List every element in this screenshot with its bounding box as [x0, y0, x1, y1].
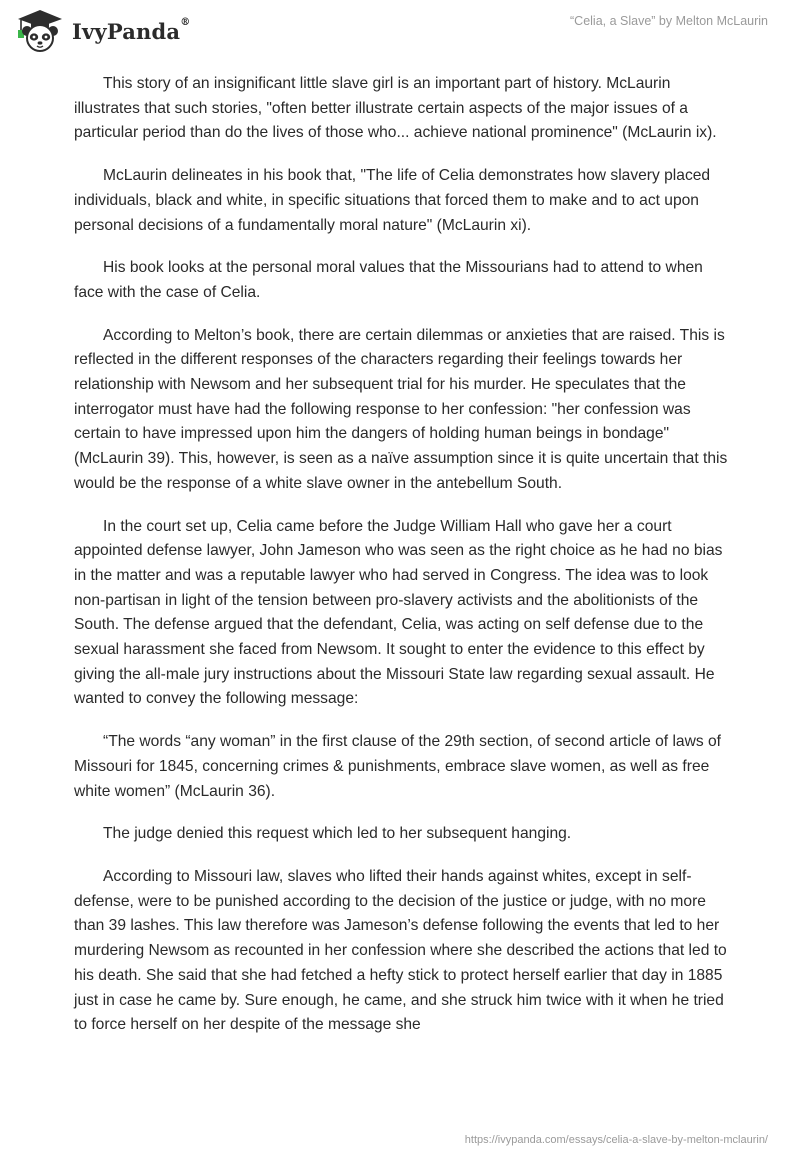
paragraph: This story of an insignificant little slave girl is an important part of history. McLaurin illustrates that such stories, "often better illustrate certain aspects of the major issues of a particular period than do the lives of those who... achieve national prominence" (McLaurin ix). — [74, 75, 717, 142]
paragraph: His book looks at the personal moral values that the Missourians had to attend to when face with the case of Celia. — [74, 259, 703, 301]
paragraph: The judge denied this request which led to her subsequent hanging. — [103, 825, 572, 843]
brand-name: IvyPanda® — [72, 16, 191, 44]
brand-logo[interactable] — [14, 8, 190, 54]
paragraph: According to Melton’s book, there are certain dilemmas or anxieties that are raised. This is reflected in the different responses of the characters regarding their feelings towards her relationship with Newsom and her subsequent trial for his murder. He speculates that the interrogator must have had the following response to her confession: "her confession was certain to have impressed upon him the dangers of holding human beings in bondage" (McLaurin 39). This, however, is seen as a naïve assumption since it is quite uncertain that this would be the response of a white slave owner in the antebellum South. — [74, 326, 728, 492]
paragraph: “The words “any woman” in the first clause of the 29th section, of second article of laws of Missouri for 1845, concerning crimes & punishments, embrace slave women, as well as free white women” (McLaurin 36). — [74, 733, 721, 800]
paragraph: According to Missouri law, slaves who lifted their hands against whites, except in self-defense, were to be punished according to the decision of the justice or judge, with no more than 39 lashes. This law therefore was Jameson’s defense following the events that led to her murdering Newsom as recounted in her confession where she described the actions that led to his death. She said that she had fetched a hefty stick to protect herself earlier that day in 1885 just in case he came by. Sure enough, he came, and she struck him twice with it when he tried to force herself on her despite of the message she — [74, 867, 727, 1034]
paragraph: McLaurin delineates in his book that, "The life of Celia demonstrates how slavery placed individuals, black and white, in specific situations that forced them to make and to act upon personal decisions of a fundamentally moral nature" (McLaurin xi). — [74, 167, 711, 234]
document-title: “Celia, a Slave” by Melton McLaurin — [570, 14, 768, 28]
source-url[interactable]: https://ivypanda.com/essays/celia-a-slave-by-melton-mclaurin/ — [464, 1134, 768, 1146]
paragraph: In the court set up, Celia came before the Judge William Hall who gave her a court appointed defense lawyer, John Jameson who was seen as the right choice as he had no bias in the matter and was a reputable lawyer who had served in Congress. The idea was to look non-partisan in light of the tension between pro-slavery activists and the abolitionists of the South. The defense argued that the defendant, Celia, was acting on self defense due to the sexual harassment she faced from Newsom. It sought to enter the evidence to this effect by giving the all-male jury instructions about the Missouri State law regarding sexual assault. He wanted to convey the following message: — [74, 517, 723, 708]
page-header — [0, 0, 800, 60]
essay-body — [74, 72, 728, 1056]
panda-graduate-icon — [14, 8, 66, 54]
